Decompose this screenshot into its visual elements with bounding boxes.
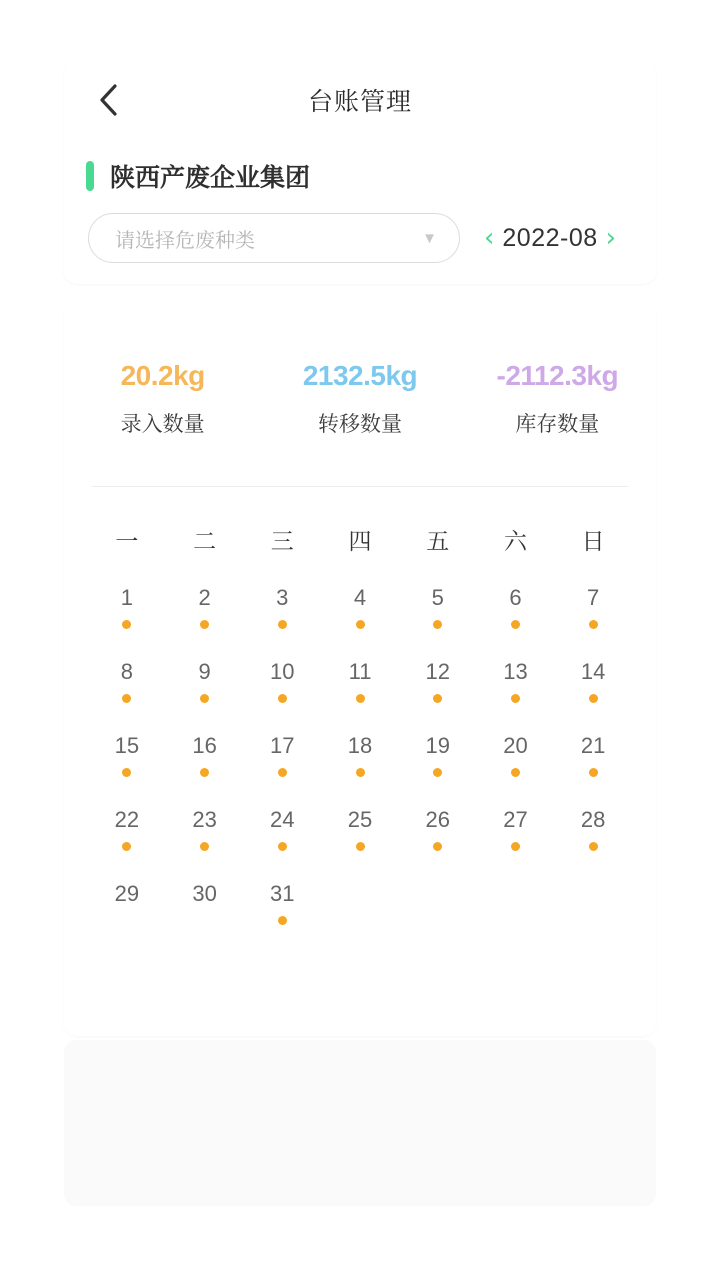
calendar-day[interactable] (477, 584, 555, 636)
next-month-button[interactable]: › (605, 223, 617, 253)
calendar-day-number: 19 (425, 733, 450, 758)
calendar-day[interactable] (166, 658, 244, 710)
calendar-day[interactable] (243, 658, 321, 710)
activity-dot (356, 694, 365, 703)
activity-dot (589, 842, 598, 851)
stat-transfer (261, 360, 458, 438)
header-card (64, 62, 656, 284)
calendar-day[interactable] (166, 806, 244, 858)
activity-dot (589, 694, 598, 703)
calendar-day-number: 17 (270, 733, 295, 758)
content-card (64, 300, 656, 1036)
calendar-day[interactable] (166, 732, 244, 784)
calendar-day-number: 25 (347, 807, 373, 832)
activity-dot (433, 694, 442, 703)
calendar-day-number: 14 (580, 659, 606, 684)
calendar-week-row (88, 584, 632, 636)
calendar-day-number: 4 (353, 585, 367, 610)
calendar-day[interactable] (88, 806, 166, 858)
bottom-placeholder (64, 1040, 656, 1206)
calendar-day[interactable] (243, 806, 321, 858)
calendar-day[interactable] (166, 880, 244, 932)
activity-dot (122, 842, 131, 851)
activity-dot (433, 842, 442, 851)
activity-dot (511, 694, 520, 703)
accent-bar (86, 161, 94, 191)
calendar-day[interactable] (321, 584, 399, 636)
waste-type-select[interactable] (88, 213, 460, 263)
calendar-grid (64, 556, 656, 932)
weekday-label: 五 (426, 528, 450, 554)
calendar-day[interactable] (554, 806, 632, 858)
calendar-day[interactable] (321, 806, 399, 858)
calendar-day-number: 8 (120, 659, 133, 684)
activity-dot (278, 768, 287, 777)
activity-dot (122, 694, 131, 703)
calendar-week-row (88, 658, 632, 710)
activity-dot (122, 620, 131, 629)
stat-transfer-value: 2132.5kg (302, 360, 418, 391)
activity-dot (511, 842, 520, 851)
calendar-day-number: 3 (276, 585, 289, 610)
prev-month-button[interactable]: ‹ (484, 223, 495, 253)
calendar-day-number: 29 (114, 881, 140, 906)
calendar-day[interactable] (554, 584, 632, 636)
calendar-day-number: 28 (580, 807, 606, 832)
stat-input-label: 录入数量 (120, 413, 205, 436)
calendar-day[interactable] (399, 806, 477, 858)
calendar-day[interactable] (88, 584, 166, 636)
calendar-day[interactable] (477, 806, 555, 858)
calendar-day[interactable] (243, 584, 321, 636)
stat-input-value: 20.2kg (120, 360, 205, 391)
calendar-day[interactable] (321, 658, 399, 710)
calendar-weekday-header (64, 487, 656, 556)
activity-dot (511, 620, 520, 629)
activity-dot (433, 768, 442, 777)
calendar-day-number: 10 (270, 659, 295, 684)
activity-dot (589, 620, 598, 629)
calendar-day-number: 21 (580, 733, 606, 758)
calendar-day[interactable] (399, 658, 477, 710)
waste-type-placeholder: 请选择危废种类 (115, 229, 255, 252)
activity-dot (200, 694, 209, 703)
calendar-day[interactable] (88, 880, 166, 932)
weekday-label: 三 (270, 528, 294, 554)
calendar-day-number: 11 (348, 659, 372, 684)
stat-input (64, 360, 261, 438)
calendar-day-number: 30 (192, 881, 217, 906)
calendar-day[interactable] (243, 880, 321, 932)
calendar-day-number: 2 (198, 585, 211, 610)
weekday-label: 四 (348, 528, 372, 554)
activity-dot (511, 768, 520, 777)
weekday-label: 日 (581, 528, 605, 554)
calendar-day[interactable] (166, 584, 244, 636)
stat-stock-value: -2112.3kg (496, 360, 619, 391)
calendar-week-row (88, 880, 632, 932)
activity-dot (278, 842, 287, 851)
calendar-day-number: 26 (425, 807, 450, 832)
current-month-label: 2022-08 (502, 223, 598, 252)
calendar-day-number: 12 (425, 659, 450, 684)
stat-transfer-label: 转移数量 (317, 413, 402, 436)
company-name: 陕西产废企业集团 (110, 164, 311, 192)
calendar-day[interactable] (88, 658, 166, 710)
weekday-label: 六 (503, 528, 527, 554)
navigation-bar (64, 62, 656, 136)
activity-dot (278, 916, 287, 925)
stat-stock-label: 库存数量 (515, 413, 600, 436)
month-navigator (480, 224, 620, 253)
calendar-day[interactable] (554, 732, 632, 784)
activity-dot (200, 768, 209, 777)
activity-dot (356, 620, 365, 629)
calendar-day[interactable] (88, 732, 166, 784)
activity-dot (356, 842, 365, 851)
calendar-week-row (88, 732, 632, 784)
calendar-day[interactable] (243, 732, 321, 784)
calendar-week-row (88, 806, 632, 858)
calendar-day-number: 7 (587, 585, 600, 610)
calendar-day[interactable] (321, 732, 399, 784)
calendar-day-number: 18 (347, 733, 373, 758)
calendar-day-number: 15 (114, 733, 140, 758)
summary-stats (64, 300, 656, 438)
calendar-day-number: 6 (509, 585, 522, 610)
activity-dot (278, 620, 287, 629)
weekday-label: 二 (193, 528, 217, 554)
calendar-day-number: 5 (431, 585, 444, 610)
calendar-day-number: 27 (503, 807, 528, 832)
weekday-label: 一 (115, 528, 139, 554)
calendar-day[interactable] (399, 584, 477, 636)
stat-stock (459, 360, 656, 438)
calendar-day-number: 16 (192, 733, 217, 758)
calendar-day-number: 20 (503, 733, 528, 758)
calendar-day-number: 24 (270, 807, 295, 832)
calendar-day[interactable] (399, 732, 477, 784)
activity-dot (122, 768, 131, 777)
chevron-down-icon: ▼ (422, 229, 437, 247)
activity-dot (200, 620, 209, 629)
calendar-day-number: 22 (114, 807, 140, 832)
activity-dot (433, 620, 442, 629)
activity-dot (589, 768, 598, 777)
calendar-day[interactable] (477, 658, 555, 710)
calendar-day-number: 1 (120, 585, 133, 610)
calendar-day-number: 31 (270, 881, 295, 906)
filter-row (64, 212, 656, 264)
calendar-day[interactable] (477, 732, 555, 784)
calendar-day-number: 13 (503, 659, 528, 684)
calendar-day-number: 23 (192, 807, 217, 832)
activity-dot (278, 694, 287, 703)
company-row (64, 158, 310, 194)
calendar-day-number: 9 (198, 659, 211, 684)
page-title: 台账管理 (307, 88, 412, 116)
activity-dot (356, 768, 365, 777)
calendar-day[interactable] (554, 658, 632, 710)
activity-dot (200, 842, 209, 851)
